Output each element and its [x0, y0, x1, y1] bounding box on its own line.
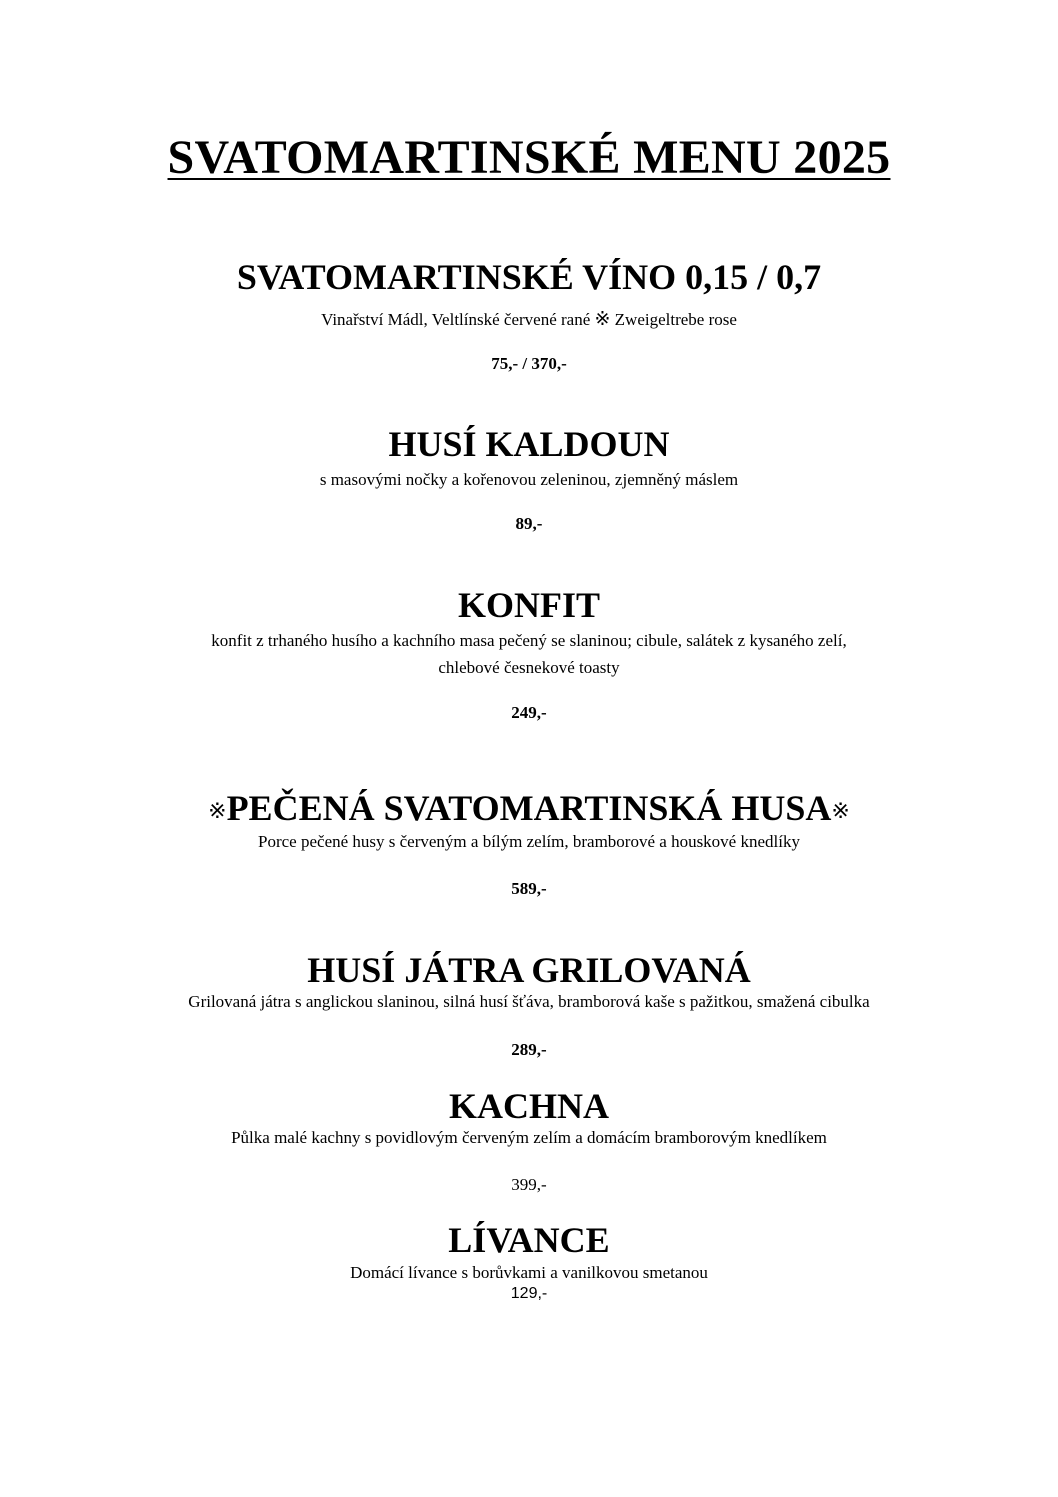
duck-description: Půlka malé kachny s povidlovým červeným zelím a domácím bramborovým knedlíkem: [231, 1128, 827, 1147]
kaldoun-title: HUSÍ KALDOUN: [388, 424, 670, 464]
wine-description: [0, 310, 1058, 329]
liver-title: HUSÍ JÁTRA GRILOVANÁ: [307, 950, 751, 990]
liver-price: 289,-: [511, 1040, 547, 1059]
konfit-title: KONFIT: [457, 585, 600, 625]
livance-title: LÍVANCE: [448, 1220, 610, 1260]
duck-title: KACHNA: [449, 1086, 609, 1126]
liver-description: Grilovaná játra s anglickou slaninou, silná husí šťáva, bramborová kaše s pažitkou, smažená cibulka: [188, 992, 870, 1011]
wine-description-part-1: Vinařství Mádl, Veltlínské červené rané: [321, 310, 595, 329]
reference-mark-icon: ※: [208, 798, 227, 823]
reference-mark-icon: ※: [594, 309, 611, 330]
menu-title: SVATOMARTINSKÉ MENU 2025: [167, 131, 891, 184]
goose-title-text: PEČENÁ SVATOMARTINSKÁ HUSA: [226, 788, 832, 828]
wine-title: SVATOMARTINSKÉ VÍNO 0,15 / 0,7: [236, 257, 822, 297]
kaldoun-description: s masovými nočky a kořenovou zeleninou, zjemněný máslem: [319, 470, 739, 489]
duck-price: 399,-: [511, 1175, 547, 1194]
konfit-description-line-1: konfit z trhaného husího a kachního masa pečený se slaninou; cibule, salátek z kysaného zelí,: [211, 631, 847, 650]
wine-description-part-2: Zweigeltrebe rose: [610, 310, 737, 329]
konfit-price: 249,-: [511, 703, 547, 722]
reference-mark-icon: ※: [831, 798, 850, 823]
goose-title: [0, 790, 1058, 826]
konfit-description-line-2: chlebové česnekové toasty: [438, 658, 620, 677]
goose-price: 589,-: [511, 879, 547, 898]
kaldoun-price: 89,-: [515, 514, 543, 533]
livance-description: Domácí lívance s borůvkami a vanilkovou smetanou: [350, 1263, 708, 1282]
wine-price: 75,- / 370,-: [491, 354, 567, 373]
livance-price: 129,-: [510, 1285, 548, 1302]
goose-description: Porce pečené husy s červeným a bílým zelím, bramborové a houskové knedlíky: [258, 832, 800, 851]
